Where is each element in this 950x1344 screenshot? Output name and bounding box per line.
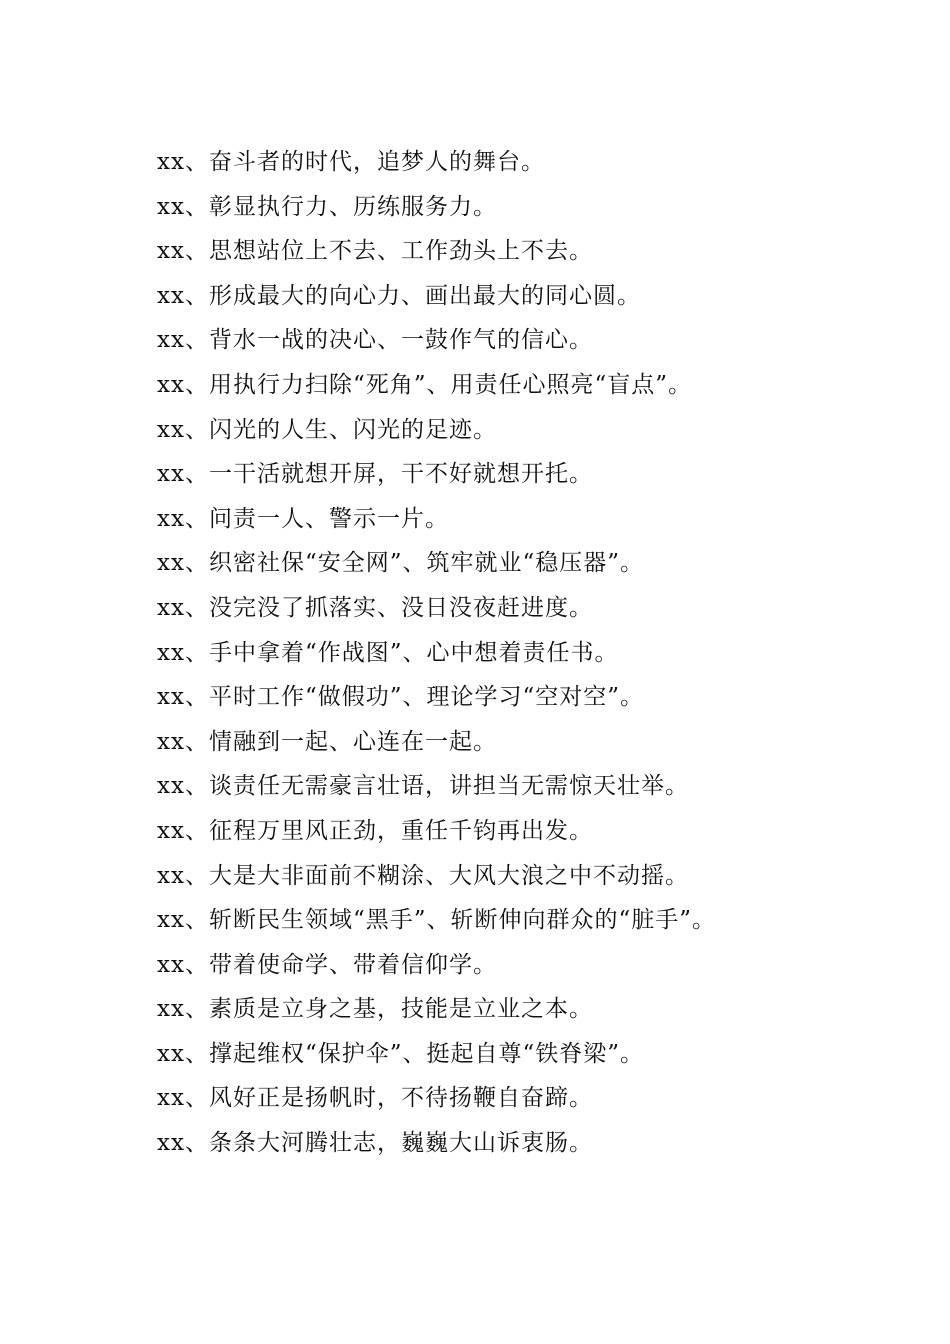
phrase-line: xx、织密社保“安全网”、筑牢就业“稳压器”。 [157,550,644,577]
phrase-line: xx、风好正是扬帆时，不待扬鞭自奋蹄。 [157,1085,593,1112]
phrase-list [157,140,857,1166]
phrase-line: xx、没完没了抓落实、没日没夜赶进度。 [157,594,593,621]
phrase-line: xx、背水一战的决心、一鼓作气的信心。 [157,327,593,354]
phrase-line: xx、形成最大的向心力、画出最大的同心圆。 [157,282,641,309]
phrase-line: xx、大是大非面前不糊涂、大风大浪之中不动摇。 [157,862,689,889]
phrase-line: xx、撑起维权“保护伞”、挺起自尊“铁脊梁”。 [157,1040,644,1067]
phrase-line: xx、情融到一起、心连在一起。 [157,728,497,755]
phrase-line: xx、平时工作“做假功”、理论学习“空对空”。 [157,684,644,711]
phrase-line: xx、彰显执行力、历练服务力。 [157,193,497,220]
phrase-line: xx、闪光的人生、闪光的足迹。 [157,416,497,443]
phrase-line: xx、一干活就想开屏，干不好就想开托。 [157,461,593,488]
phrase-line: xx、谈责任无需豪言壮语，讲担当无需惊天壮举。 [157,773,689,800]
phrase-line: xx、条条大河腾壮志，巍巍大山诉衷肠。 [157,1130,593,1157]
phrase-line: xx、思想站位上不去、工作劲头上不去。 [157,238,593,265]
phrase-line: xx、斩断民生领域“黑手”、斩断伸向群众的“脏手”。 [157,907,716,934]
phrase-line: xx、问责一人、警示一片。 [157,505,449,532]
phrase-line: xx、用执行力扫除“死角”、用责任心照亮“盲点”。 [157,371,692,398]
phrase-line: xx、征程万里风正劲，重任千钧再出发。 [157,817,593,844]
phrase-line: xx、带着使命学、带着信仰学。 [157,951,497,978]
phrase-line: xx、素质是立身之基，技能是立业之本。 [157,996,593,1023]
phrase-line: xx、手中拿着“作战图”、心中想着责任书。 [157,639,619,666]
phrase-line: xx、奋斗者的时代，追梦人的舞台。 [157,149,545,175]
